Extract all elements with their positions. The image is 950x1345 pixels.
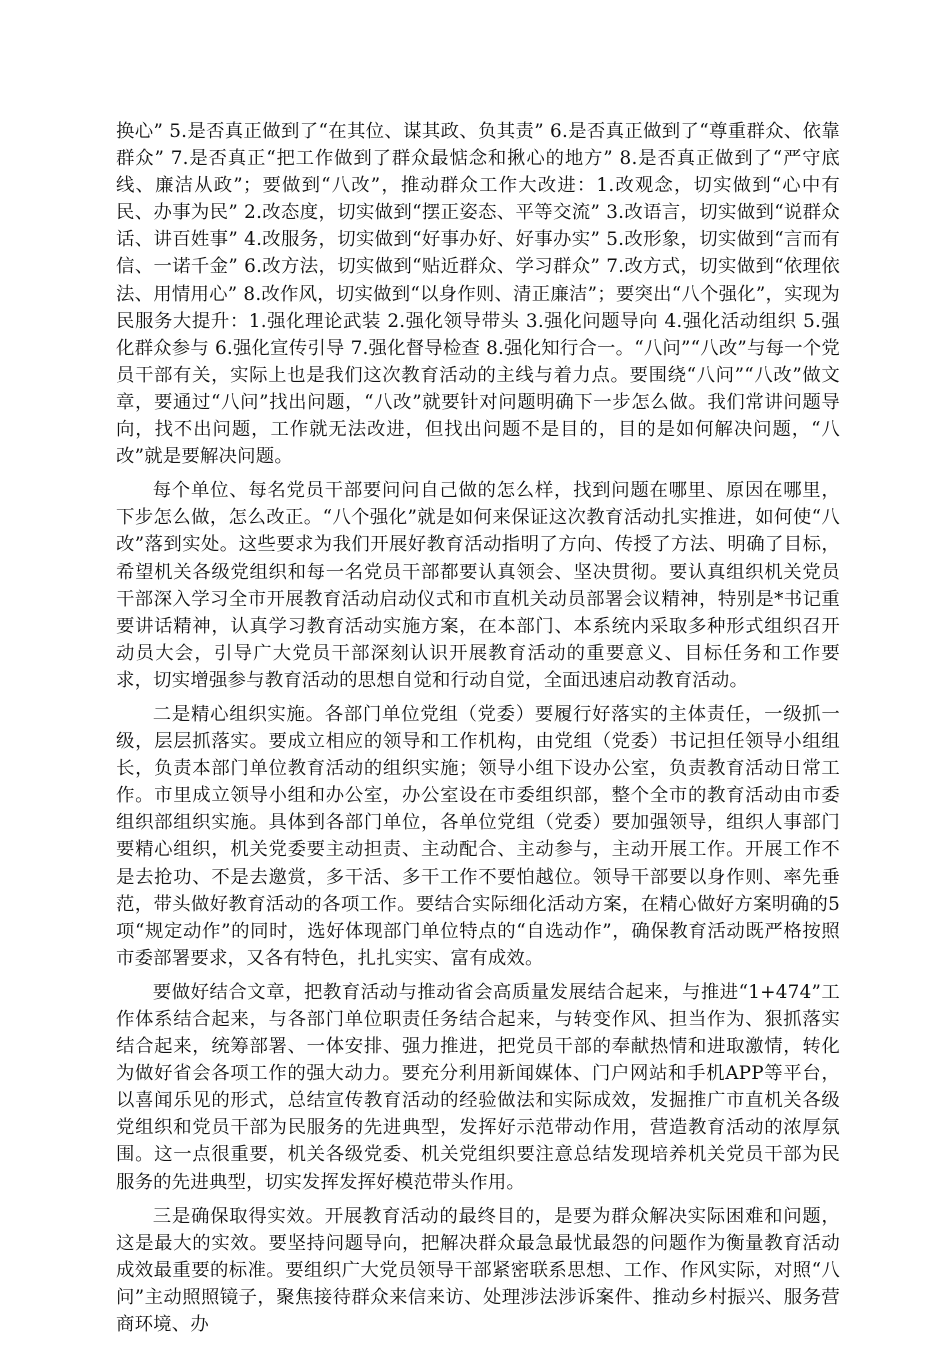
paragraph-4: 要做好结合文章，把教育活动与推动省会高质量发展结合起来，与推进“1+474”工作体系结合起来，与各部门单位职责任务结合起来，与转变作风、担当作为、狠抓落实结合起来，统筹部署、一体安排、强力推进，把党员干部的奉献热情和进取激情，转化为做好省会各项工作的强大动力。要充分利用新闻媒体、门户网站和手机APP等平台，以喜闻乐见的形式，总结宣传教育活动的经验做法和实际成效，发掘推广市直机关各级党组织和党员干部为民服务的先进典型，发挥好示范带动作用，营造教育活动的浓厚氛围。这一点很重要，机关各级党委、机关党组织要注意总结发现培养机关党员干部为民服务的先进典型，切实发挥发挥好模范带头作用。 [116,981,840,1193]
paragraph-1: 换心” 5.是否真正做到了“在其位、谋其政、负其责” 6.是否真正做到了“尊重群众、依靠群众” 7.是否真正“把工作做到了群众最惦念和揪心的地方” 8.是否真正做到了“严守底线、廉洁从政”；要做到“八改”，推动群众工作大改进：1.改观念，切实做到“心中有民、办事为民” 2.改态度，切实做到“摆正姿态、平等交流” 3.改语言，切实做到“说群众话、讲百姓事” 4.改服务，切实做到“好事办好、好事办实” 5.改形象，切实做到“言而有信、一诺千金” 6.改方法，切实做到“贴近群众、学习群众” 7.改方式，切实做到“依理依法、用情用心” 8.改作风，切实做到“以身作则、清正廉洁”；要突出“八个强化”，实现为民服务大提升：1.强化理论武装 2.强化领导带头 3.强化问题导向 4.强化活动组织 5.强化群众参与 6.强化宣传引导 7.强化督导检查 8.强化知行合一。“八问”“八改”与每一个党员干部有关，实际上也是我们这次教育活动的主线与着力点。要围绕“八问”“八改”做文章，要通过“八问”找出问题，“八改”就要针对问题明确下一步怎么做。我们常讲问题导向，找不出问题，工作就无法改进，但找出问题不是目的，目的是如何解决问题，“八改”就是要解决问题。 [116,121,840,468]
paragraph-2: 每个单位、每名党员干部要问问自己做的怎么样，找到问题在哪里、原因在哪里，下步怎么做，怎么改正。“八个强化”就是如何来保证这次教育活动扎实推进，如何使“八改”落到实处。这些要求为我们开展好教育活动指明了方向、传授了方法、明确了目标，希望机关各级党组织和每一名党员干部都要认真领会、坚决贯彻。要认真组织机关党员干部深入学习全市开展教育活动启动仪式和市直机关动员部署会议精神，特别是*书记重要讲话精神，认真学习教育活动实施方案，在本部门、本系统内采取多种形式组织召开动员大会，引导广大党员干部深刻认识开展教育活动的重要意义、目标任务和工作要求，切实增强参与教育活动的思想自觉和行动自觉，全面迅速启动教育活动。 [116,480,840,691]
paragraph-3: 二是精心组织实施。各部门单位党组（党委）要履行好落实的主体责任，一级抓一级，层层抓落实。要成立相应的领导和工作机构，由党组（党委）书记担任领导小组组长，负责本部门单位教育活动的组织实施；领导小组下设办公室，负责教育活动日常工作。市里成立领导小组和办公室，办公室设在市委组织部，整个全市的教育活动由市委组织部组织实施。具体到各部门单位，各单位党组（党委）要加强领导，组织人事部门要精心组织，机关党委要主动担责、主动配合、主动参与，主动开展工作。开展工作不是去抢功、不是去邀赏，多干活、多干工作不要怕越位。领导干部要以身作则、率先垂范，带头做好教育活动的各项工作。要结合实际细化活动方案，在精心做好方案明确的5项“规定动作”的同时，选好体现部门单位特点的“自选动作”，确保教育活动既严格按照市委部署要求，又各有特色，扎扎实实、富有成效。 [116,703,840,969]
paragraph-5: 三是确保取得实效。开展教育活动的最终目的，是要为群众解决实际困难和问题，这是最大的实效。要坚持问题导向，把解决群众最急最忧最怨的问题作为衡量教育活动成效最重要的标准。要组织广大党员领导干部紧密联系思想、工作、作风实际，对照“八问”主动照照镜子，聚焦接待群众来信来访、处理涉法涉诉案件、推动乡村振兴、服务营商环境、办 [116,1205,840,1336]
document-page [116,118,840,1345]
